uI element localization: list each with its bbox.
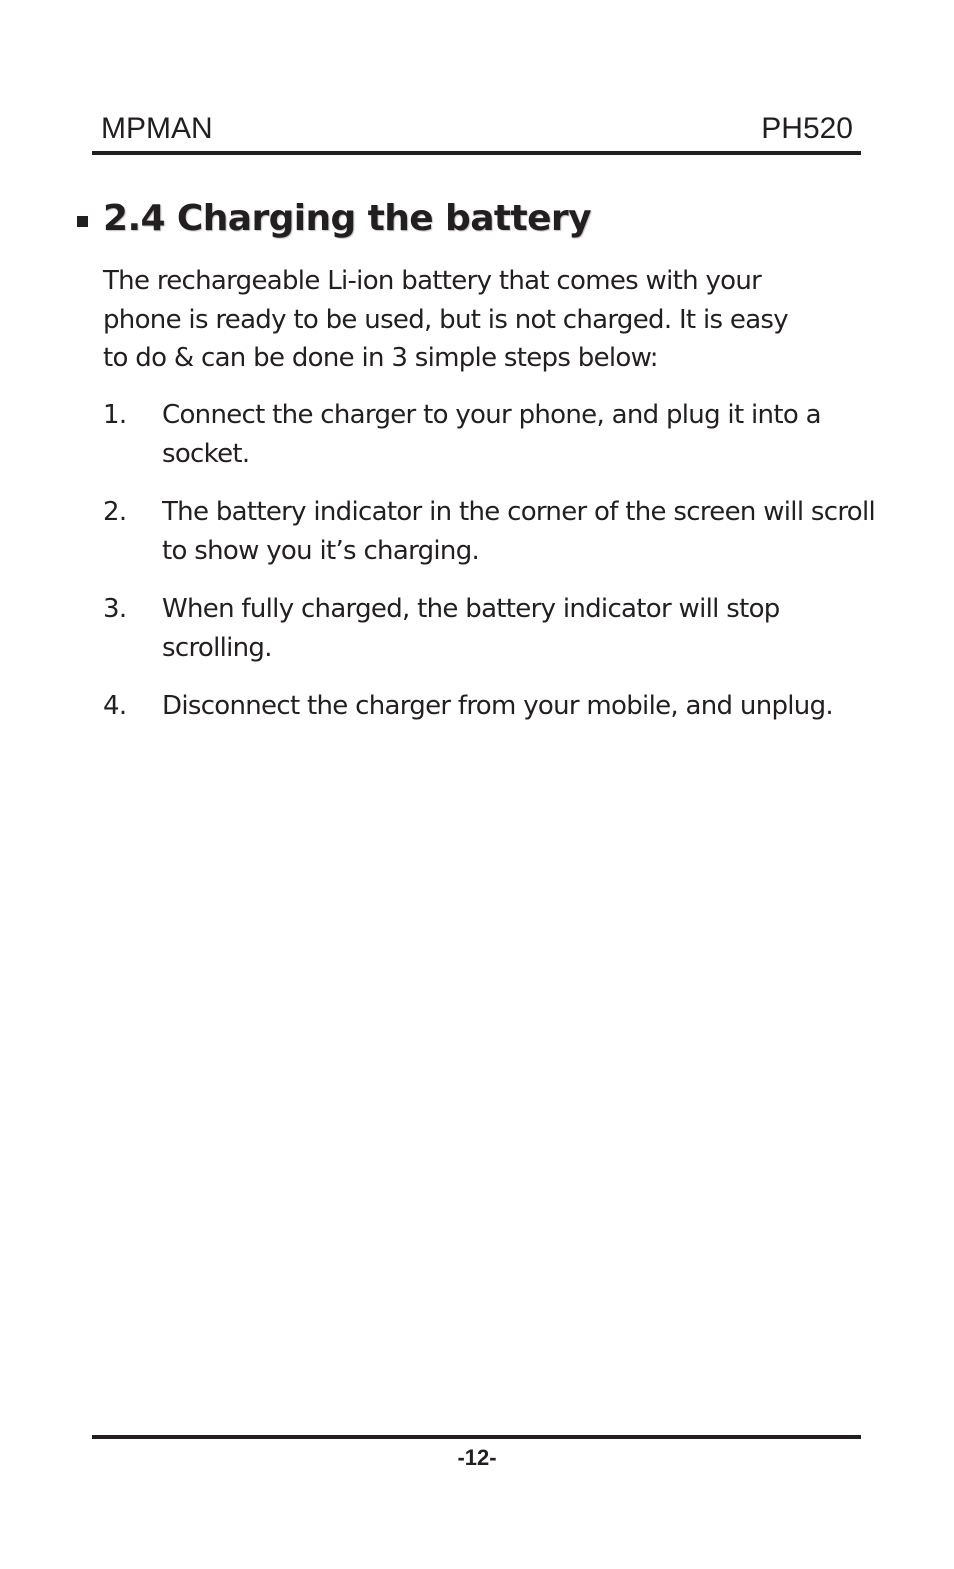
section-title: 2.4 Charging the battery [103, 198, 591, 239]
step-text: The battery indicator in the corner of the screen will scroll to show you it’s charging. [162, 497, 876, 566]
intro-line: phone is ready to be used, but is not charged. It is easy [103, 304, 788, 335]
section-bullet-icon [77, 216, 88, 227]
step-number: 2. [103, 497, 127, 527]
footer-divider [92, 1435, 861, 1439]
header-brand: MPMAN [101, 112, 213, 145]
step-text: Connect the charger to your phone, and plug it into a socket. [162, 400, 821, 469]
step-item [103, 493, 893, 570]
steps-list [103, 396, 893, 746]
step-number: 3. [103, 594, 127, 624]
step-item [103, 396, 893, 473]
header-model: PH520 [761, 112, 853, 145]
intro-paragraph [103, 262, 843, 378]
step-text: Disconnect the charger from your mobile, and unplug. [162, 691, 833, 721]
header-divider [92, 151, 861, 155]
step-text: When fully charged, the battery indicator will stop scrolling. [162, 594, 780, 663]
intro-line: to do & can be done in 3 simple steps below: [103, 343, 658, 373]
step-item [103, 687, 893, 726]
step-item [103, 590, 893, 667]
step-number: 1. [103, 400, 127, 430]
page-number: -12- [457, 1445, 497, 1470]
step-number: 4. [103, 691, 127, 721]
intro-line: The rechargeable Li-ion battery that comes with your [103, 266, 762, 296]
